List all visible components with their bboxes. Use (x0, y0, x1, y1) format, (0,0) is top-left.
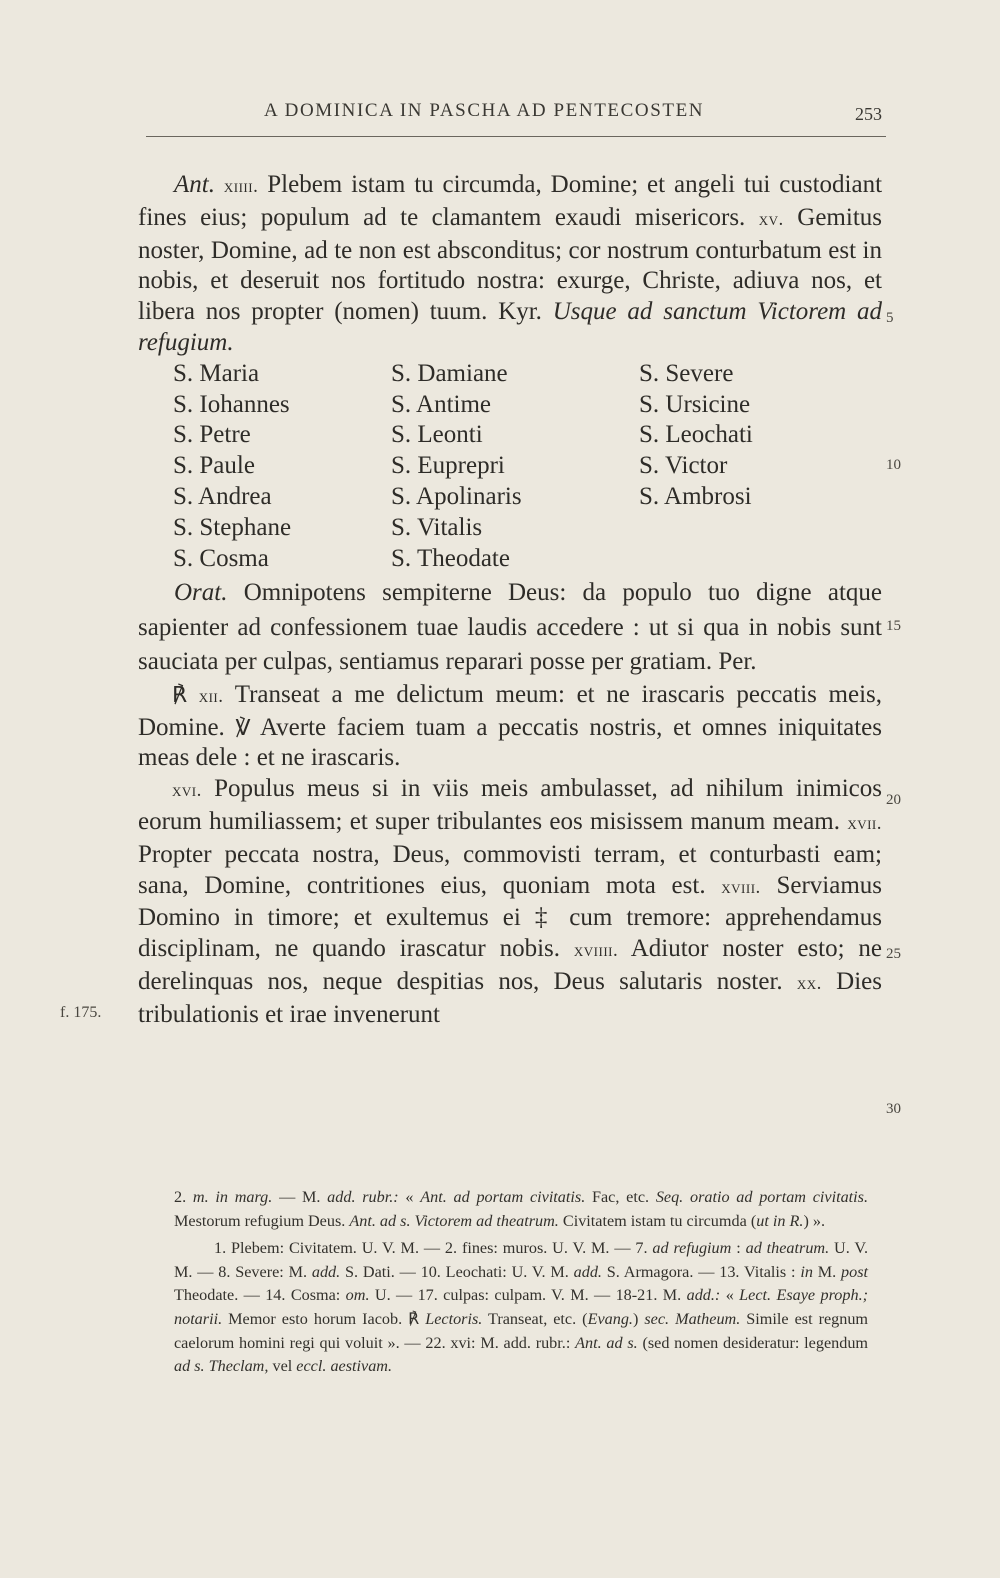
footnote-run: S. Dati. — 10. Leochati: U. V. M. (340, 1262, 574, 1281)
antiphon-text: Dies tribulationis et irae invenerunt (138, 968, 882, 1028)
antiphon-number: xviii. (721, 876, 761, 898)
antiphon-number: xv. (758, 208, 784, 230)
line-number: 5 (886, 310, 894, 326)
versicle-symbol: ℣ (235, 714, 251, 740)
saint-name: S. Apolinaris (391, 482, 522, 510)
antiphon-text: Serviamus Domino in timore; et exultemus ei (138, 871, 883, 932)
footnote-run: ) (632, 1309, 645, 1328)
footnote-italic-run: ad theatrum. (745, 1239, 830, 1258)
footnote-run: ) ». (803, 1211, 826, 1230)
footnote-run: Memor esto horum Iacob. ℟ (222, 1309, 426, 1328)
response-symbol: ℟ (172, 681, 188, 707)
double-dagger-mark: ‡ (534, 904, 556, 932)
antiphon-text: Propter peccata nostra, Deus, commovisti terram, et conturbasti eam; sana, Domine, contritiones eius, quoniam mota est. (138, 840, 882, 899)
footnote-run: Civitatem istam tu circumda ( (558, 1211, 757, 1230)
saint-name: S. Cosma (173, 544, 269, 572)
footnote-italic-run: add.: (686, 1286, 721, 1305)
saint-name: S. Maria (173, 359, 260, 387)
saint-name: S. Andrea (173, 482, 272, 510)
footnote-italic-run: om. (345, 1286, 370, 1305)
footnote-run: Mestorum refugium Deus. (174, 1211, 350, 1230)
antiphon-number: xx. (796, 973, 822, 995)
saint-name: S. Vitalis (391, 513, 483, 541)
saint-name (639, 544, 839, 575)
saint-name: S. Leochati (639, 421, 753, 449)
footnote-italic-run: add. (311, 1262, 341, 1281)
footnote-italic-run: Lect. Esaye proph.; notarii. (174, 1286, 869, 1328)
footnote-italic-run: sec. Matheum. (644, 1309, 741, 1328)
antiphon-number: xiiii. (223, 176, 259, 197)
saint-name: S. Victor (639, 452, 728, 480)
footnote-run: M. (812, 1262, 842, 1281)
antiphon-text: Gemitus noster, Domine, ad te non est absconditus; cor nostrum conturbatum est in nobis, et deseruit nos fortitudo nostra: exurge, Christe, adiuva nos, et libera nos propter (nomen) tuum. Kyr. (138, 203, 882, 326)
footnote-italic-run: Lectoris. (425, 1309, 483, 1328)
line-number: 30 (886, 1101, 901, 1117)
footnote-run: Transeat, etc. ( (482, 1309, 588, 1328)
footnote-italic-run: Ant. ad s. (575, 1333, 638, 1352)
footnote-run: — M. (272, 1188, 328, 1206)
saint-name: S. Antime (391, 390, 492, 418)
responsory-number: xii. (198, 685, 224, 707)
saint-name: S. Damiane (391, 359, 508, 387)
footnote-italic-run: ad refugium (652, 1239, 732, 1258)
antiphon-text: cum tremore: apprehendamus disciplinam, ne quando irascatur nobis. (138, 904, 883, 963)
footnote-italic-run: in (800, 1262, 813, 1281)
footnote-run: Theodate. — 14. Cosma: (174, 1286, 346, 1305)
page-header (146, 98, 886, 138)
saint-name: S. Severe (639, 359, 734, 387)
footnote-run: Simile est regnum caelorum homini regi qui voluit ». — 22. xvi: M. add. rubr.: (174, 1309, 869, 1352)
line-number: 25 (886, 946, 901, 962)
running-title: A DOMINICA IN PASCHA AD PENTECOSTEN (264, 100, 705, 121)
line-number: 20 (886, 792, 901, 808)
antiphon-number: xvi. (172, 780, 202, 802)
footnote-run: (sed nomen desideratur: legendum (637, 1333, 869, 1352)
antiphon-number: xviiii. (573, 940, 619, 962)
footnote-italic-run: Ant. ad s. Victorem ad theatrum. (349, 1211, 559, 1230)
saint-name: S. Euprepri (391, 452, 505, 480)
saint-name: S. Ursicine (639, 390, 751, 418)
footnote-run: U. — 17. culpas: culpam. V. M. — 18-21. M. (369, 1286, 687, 1305)
footnote-italic-run: Ant. ad portam civitatis. (420, 1188, 586, 1206)
footnote-italic-run: ut in R. (756, 1211, 804, 1230)
saint-name: S. Theodate (391, 544, 510, 572)
antiphon-text: Plebem istam tu circumda, Domine; et angeli tui custodiant fines eius; populum ad te clamantem exaudi misericors. (138, 171, 883, 231)
antiphon-number: xvii. (847, 813, 882, 835)
saint-name: S. Iohannes (173, 390, 290, 418)
footnote-run: « (398, 1188, 421, 1206)
saint-name: S. Ambrosi (639, 482, 752, 510)
antiphon-paragraph (138, 170, 882, 359)
footnote-italic-run: ad s. Theclam, (174, 1357, 269, 1376)
footnote-italic-run: Evang. (587, 1309, 633, 1328)
page-number: 253 (855, 104, 882, 124)
litany-of-saints (138, 359, 882, 575)
folio-marker: f. 175. (60, 1004, 102, 1021)
saint-name: S. Paule (173, 452, 255, 480)
saint-name: S. Leonti (391, 421, 483, 449)
responsory-paragraph (138, 680, 882, 774)
antiphon-text: Populus meus si in viis meis ambulasset, ad nihilum inimicos eorum humiliassem; et super tribulantes eos misissem manum meam. (138, 775, 882, 836)
ant-label: Ant. (174, 171, 215, 198)
footnote-run: : (731, 1239, 746, 1258)
footnote-run: Fac, etc. (585, 1188, 656, 1206)
saint-name: S. Stephane (173, 513, 292, 541)
footnote-run: « (720, 1286, 740, 1305)
antiphon-text: Adiutor noster esto; ne derelinquas nos, neque despitias nos, Deus salutaris noster. (138, 935, 883, 996)
rubric-text: Usque ad sanctum Victorem ad refugium. (138, 298, 883, 356)
footnote-run: U. V. M. — 8. Severe: M. (174, 1239, 868, 1281)
footnote-italic-run: eccl. aestivam. (296, 1357, 393, 1376)
responsory-text: Transeat a me delictum meum: et ne irascaris peccatis meis, Domine. (138, 680, 882, 741)
main-text (138, 170, 882, 1031)
line-number: 10 (886, 457, 901, 473)
footnote-italic-run: m. in marg. (192, 1188, 273, 1206)
footnote-run: 1. Plebem: Civitatem. U. V. M. — 2. fines: muros. U. V. M. — 7. (214, 1239, 653, 1258)
orat-label: Orat. (174, 579, 228, 607)
footnote-run: 2. (174, 1188, 193, 1206)
saint-name: S. Petre (173, 421, 251, 449)
antiphons-paragraph (138, 774, 882, 1030)
footnote-italic-run: add. (573, 1262, 602, 1281)
footnote-italic-run: Seq. oratio ad portam civitatis. (655, 1188, 869, 1206)
footnote-rubric (174, 1186, 868, 1233)
footnote-variants (174, 1237, 868, 1379)
footnotes (174, 1186, 868, 1379)
oration-text: Omnipotens sempiterne Deus: da populo tuo digne atque sapienter ad confessionem tuae laudis accedere : ut si qua in nobis sunt sauciata per culpas, sentiamus reparari posse per gratiam. Per. (138, 579, 882, 676)
saint-name (639, 513, 839, 544)
versicle-text: Averte faciem tuam a peccatis nostris, et omnes iniquitates meas dele : et ne irascaris. (138, 713, 883, 772)
line-number: 15 (886, 618, 901, 634)
footnote-run: S. Armagora. — 13. Vitalis : (601, 1262, 801, 1281)
oration-paragraph (138, 576, 882, 680)
footnote-run: vel (268, 1357, 297, 1376)
header-rule (146, 136, 886, 137)
footnote-italic-run: post (841, 1262, 869, 1281)
footnote-italic-run: add. rubr.: (327, 1188, 399, 1206)
